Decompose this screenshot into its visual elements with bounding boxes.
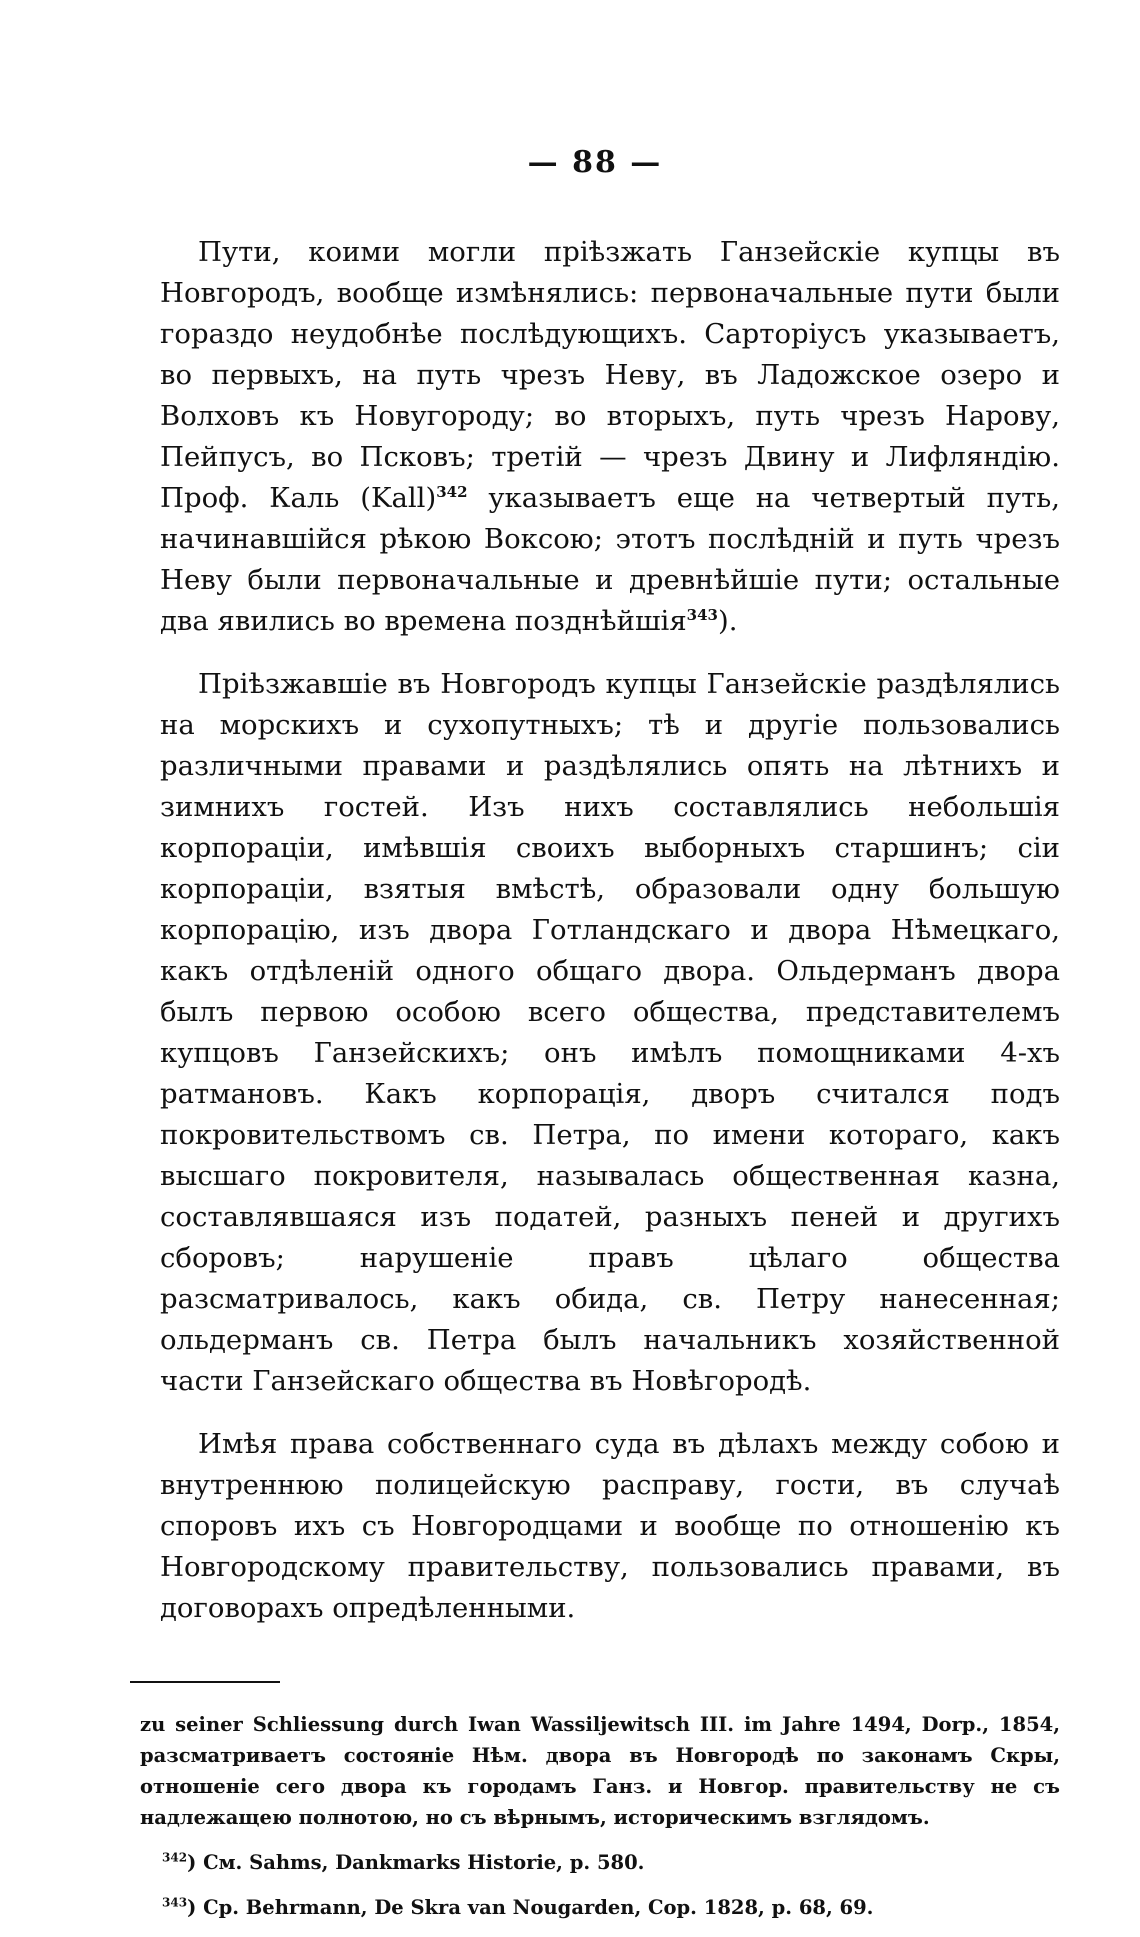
book-page [140,145,1061,1937]
paragraph-text-end: ). [717,605,738,637]
paragraph-text: Имѣя права собственнаго суда въ дѣлахъ между собою и внутреннюю полицейскую расправу, гости, въ случаѣ споровъ ихъ съ Новгородцами и вообще по отношенiю къ Новгородскому правительству, пользовались правами, въ договорахъ опредѣленными. [160,1428,1060,1624]
footnote-divider [130,1681,280,1683]
paragraph-text-cont: указываетъ еще на четвертый путь, начинавшiйся рѣкою Воксою; этотъ послѣднiй и путь чрезъ Неву были первоначальные и древнѣйшiе пути; остальные два явились во времена позднѣйшiя [160,482,1061,637]
footnotes [140,1709,1060,1923]
footnote-ref-342: 342 [436,482,468,501]
paragraph-text: Прiѣзжавшiе въ Новгородъ купцы Ганзейскiе раздѣлялись на морскихъ и сухопутныхъ; тѣ и другiе пользовались различными правами и раздѣлялись опять на лѣтнихъ и зимнихъ гостей. Изъ нихъ составлялись небольшiя корпорацiи, имѣвшiя своихъ выборныхъ старшинъ; сiи корпорацiи, взятыя вмѣстѣ, образовали одну большую корпорацiю, изъ двора Готландскаго и двора Нѣмецкаго, какъ отдѣленiй одного общаго двора. Ольдерманъ двора былъ первою особою всего общества, представителемъ купцовъ Ганзейскихъ; онъ имѣлъ помощниками 4-хъ ратмановъ. Какъ корпорацiя, дворъ считался подъ покровительствомъ св. Петра, по имени котораго, какъ высшаго покровителя, называлась общественная казна, составлявшаяся изъ податей, разныхъ пеней и другихъ сборовъ; нарушенiе правъ цѣлаго общества разсматривалось, какъ обида, св. Петру нанесенная; ольдерманъ св. Петра былъ начальникъ хозяйственной части Ганзейскаго общества въ Новѣгородѣ. [160,668,1060,1397]
footnote-continuation: zu seiner Schliessung durch Iwan Wassiljewitsch III. im Jahre 1494, Dorp., 1854, разсматриваетъ состоянiе Нѣм. двора въ Новгородѣ по законамъ Скры, отношенiе сего двора къ городамъ Ганз. и Новгор. правительству не съ надлежащею полнотою, но съ вѣрнымъ, историческимъ взглядомъ. [140,1713,1060,1829]
page-number: — 88 — [527,145,663,180]
footnote-text: ) Ср. Behrmann, De Skra van Nougarden, Cop. 1828, p. 68, 69. [187,1896,874,1919]
footnote-342 [140,1847,1060,1878]
footnote-number: 343 [162,1895,188,1910]
paragraph-merchants [160,664,1060,1402]
paragraph-trade-routes [160,232,1060,642]
paragraph-text: Пути, коими могли прiѣзжать Ганзейскiе купцы въ Новгородъ, вообще измѣнялись: первоначальные пути были гораздо неудобнѣе послѣдующихъ. Сарторiусъ указываетъ, во первыхъ, на путь чрезъ Неву, въ Ладожское озеро и Волховъ къ Новугороду; во вторыхъ, путь чрезъ Нарову, Пейпусъ, во Псковъ; третiй — чрезъ Двину и Лифляндiю. Проф. Каль (Kall) [160,236,1060,514]
footnote-343 [140,1892,1060,1923]
paragraph-court-rights [160,1424,1060,1629]
footnote-number: 342 [162,1850,188,1865]
footnote-ref-343: 343 [686,605,718,624]
footnote-text: ) См. Sahms, Dankmarks Historie, p. 580. [187,1851,645,1874]
